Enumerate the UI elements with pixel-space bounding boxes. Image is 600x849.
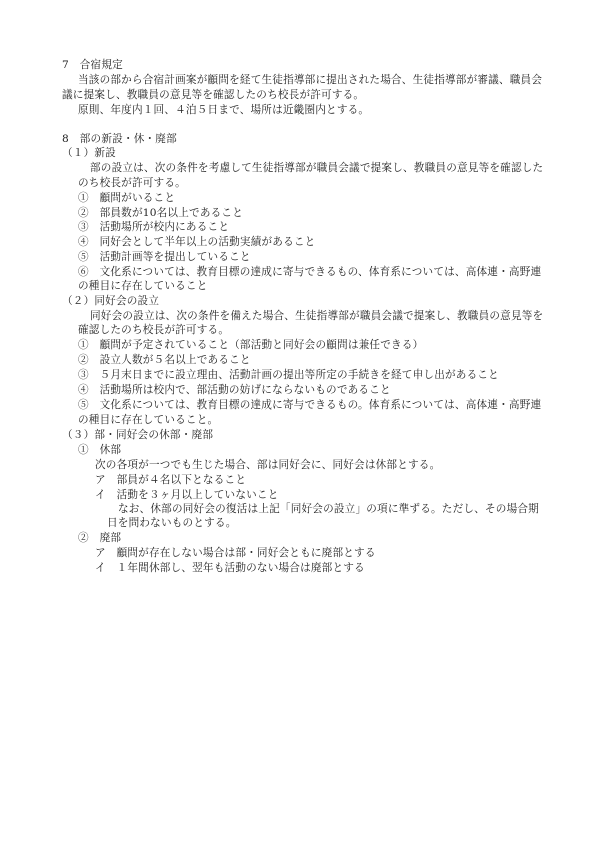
body-text-line: 部の設立は、次の条件を考慮して生徒指導部が職員会議で提案し、教職員の意見等を確認した: [90, 162, 544, 174]
section-8-heading: 8 部の新設・休・廃部: [62, 133, 177, 145]
list-item: ① 顧問が予定されていること（部活動と同好会の顧問は兼任できる）: [78, 339, 424, 351]
list-item: イ １年間休部し、翌年も活動のない場合は廃部とする: [95, 562, 365, 574]
subsection-heading: （２）同好会の設立: [62, 295, 160, 307]
list-item: ④ 活動場所は校内で、部活動の妨げにならないものであること: [78, 384, 391, 396]
body-text-line: 議に提案し、教職員の意見等を確認したのち校長が許可する。: [62, 89, 365, 101]
subsection-heading: （３）部・同好会の休部・廃部: [62, 429, 214, 441]
body-text-line: のち校長が許可する。: [78, 177, 186, 189]
body-text-line: 次の各項が一つでも生じた場合、部は同好会に、同好会は休部とする。: [95, 459, 441, 471]
body-text-line: 確認したのち校長が許可する。: [78, 324, 230, 336]
list-item: ア 部員が４名以下となること: [95, 474, 247, 486]
list-item: ② 部員数が10名以上であること: [78, 207, 243, 219]
list-item: ⑥ 文化系については、教育目標の達成に寄与できるもの、体育系については、高体連・高野連: [78, 266, 542, 278]
list-item: ア 顧問が存在しない場合は部・同好会ともに廃部とする: [95, 547, 376, 559]
list-item: ⑤ 文化系については、教育目標の達成に寄与できるもの。体育系については、高体連・高野連: [78, 399, 542, 411]
body-text-line: 原則、年度内１回、４泊５日まで、場所は近畿圏内とする。: [78, 104, 370, 116]
list-item-continuation: の種目に存在していること: [78, 280, 208, 292]
sub-item-heading: ① 休部: [78, 444, 122, 456]
list-item: ② 設立人数が５名以上であること: [78, 354, 251, 366]
body-text-line: なお、休部の同好会の復活は上記「同好会の設立」の項に準ずる。ただし、その場合期: [118, 503, 539, 515]
sub-item-heading: ② 廃部: [78, 532, 122, 544]
body-text-line: 同好会の設立は、次の条件を備えた場合、生徒指導部が職員会議で提案し、教職員の意見等を: [90, 310, 544, 322]
body-text-line: 当該の部から合宿計画案が顧問を経て生徒指導部に提出された場合、生徒指導部が審議、職員会: [78, 74, 543, 86]
list-item: ③ 活動場所が校内にあること: [78, 221, 230, 233]
body-text-line: 日を問わないものとする。: [107, 517, 237, 529]
list-item: ③ ５月末日までに設立理由、活動計画の提出等所定の手続きを経て申し出があること: [78, 369, 499, 381]
list-item: イ 活動を３ヶ月以上していないこと: [95, 489, 279, 501]
list-item: ⑤ 活動計画等を提出していること: [78, 251, 251, 263]
list-item: ① 顧問がいること: [78, 192, 176, 204]
list-item: ④ 同好会として半年以上の活動実績があること: [78, 236, 316, 248]
subsection-heading: （１）新設: [62, 147, 116, 159]
list-item-continuation: の種目に存在していること。: [78, 414, 219, 426]
section-7-heading: 7 合宿規定: [62, 59, 123, 71]
